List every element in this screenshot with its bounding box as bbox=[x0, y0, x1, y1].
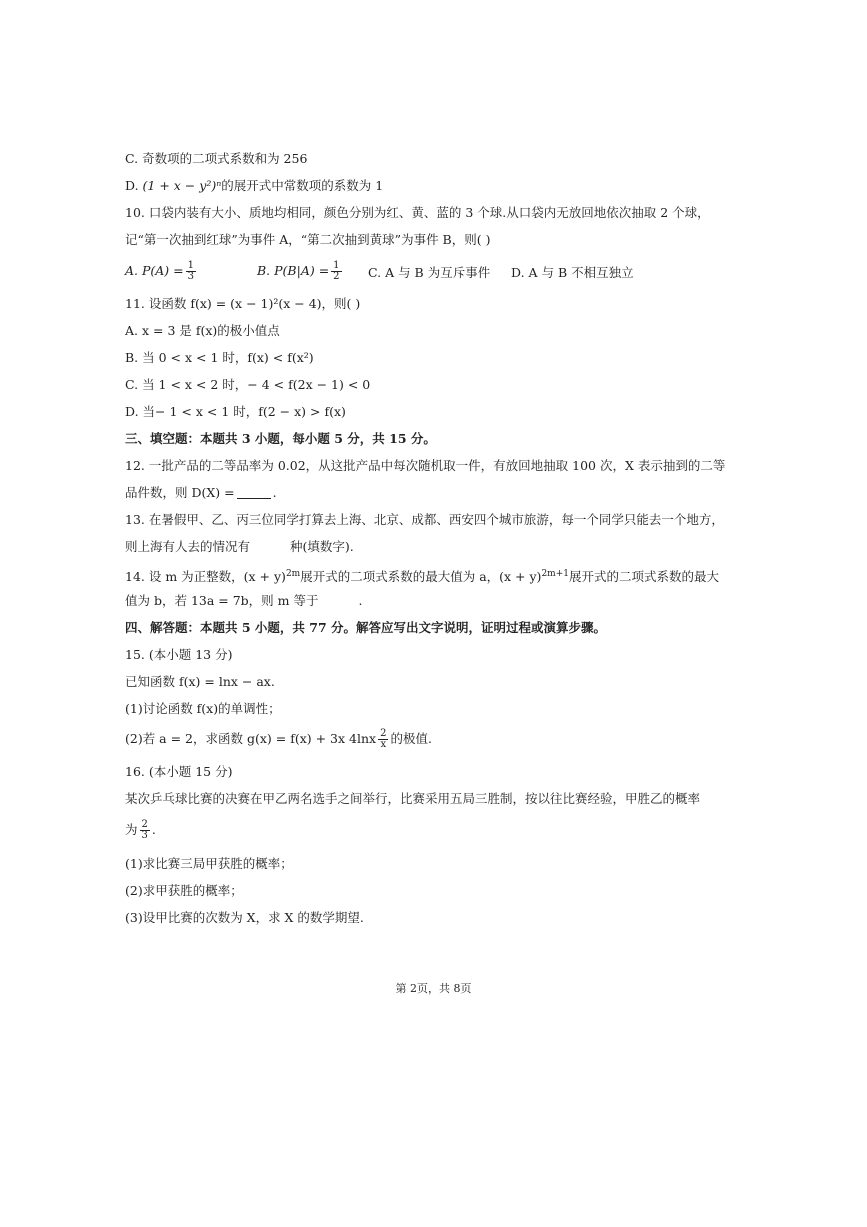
q15-part-1: (1)讨论函数 f(x)的单调性； bbox=[125, 701, 281, 716]
q16-fraction-num: 2 bbox=[141, 819, 148, 830]
q15-fraction-den: x bbox=[380, 739, 387, 750]
q9-option-d-suffix: 的展开式中常数项的系数为 1 bbox=[221, 178, 384, 193]
q16-stem-line2 bbox=[125, 820, 156, 841]
q14-line2 bbox=[125, 592, 362, 610]
q10-option-a-prefix: A. P(A) = bbox=[125, 263, 184, 278]
q11-option-a: A. x = 3 是 f(x)的极小值点 bbox=[125, 323, 280, 338]
q14-line1-part-a: 14. 设 m 为正整数，(x + y) bbox=[125, 569, 286, 585]
q11-option-d: D. 当− 1 < x < 1 时，f(2 − x) > f(x) bbox=[125, 404, 346, 419]
q12-line2-prefix: 品件数，则 D(X) = bbox=[125, 485, 235, 500]
q12-line2 bbox=[125, 484, 277, 502]
q10-option-b-den: 2 bbox=[333, 271, 340, 282]
q9-option-d-expr: (1 + x − y²)ⁿ bbox=[142, 178, 222, 193]
section-4-heading: 四、解答题：本题共 5 小题，共 77 分。解答应写出文字说明，证明过程或演算步骤。 bbox=[125, 620, 607, 635]
q12-line2-suffix: . bbox=[272, 485, 277, 500]
q10-stem-line1: 10. 口袋内装有大小、质地均相同，颜色分别为红、黄、蓝的 3 个球.从口袋内无放回地依次抽取 2 个球， bbox=[125, 205, 710, 220]
q15-header: 15. (本小题 13 分) bbox=[125, 647, 233, 662]
q11-stem: 11. 设函数 f(x) = (x − 1)²(x − 4)，则( ) bbox=[125, 296, 361, 311]
q10-option-b-num: 1 bbox=[333, 260, 340, 271]
q16-probability-fraction bbox=[140, 820, 150, 841]
q12-line1: 12. 一批产品的二等品率为 0.02，从这批产品中每次随机取一件，有放回地抽取 100 次，X 表示抽到的二等 bbox=[125, 458, 726, 473]
q10-option-d: D. A 与 B 不相互独立 bbox=[511, 265, 634, 280]
q13-line1: 13. 在暑假甲、乙、丙三位同学打算去上海、北京、成都、西安四个城市旅游，每一个同学只能去一个地方， bbox=[125, 512, 724, 527]
q12-answer-blank bbox=[237, 486, 271, 499]
page-footer: 第 2页，共 8页 bbox=[395, 982, 472, 995]
q15-part-2-prefix: (2)若 a = 2，求函数 g(x) = f(x) + 3x 4lnx bbox=[125, 731, 377, 746]
q14-exponent-2: 2m+1 bbox=[541, 569, 569, 579]
section-3-heading: 三、填空题：本题共 3 小题，每小题 5 分，共 15 分。 bbox=[125, 431, 436, 446]
q13-line2 bbox=[125, 538, 354, 556]
q11-option-c: C. 当 1 < x < 2 时，− 4 < f(2x − 1) < 0 bbox=[125, 377, 371, 392]
q9-option-d bbox=[125, 177, 383, 195]
q10-option-a-fraction bbox=[186, 261, 196, 282]
q15-part-2-fraction bbox=[378, 729, 388, 750]
q10-option-b-prefix: B. P(B|A) = bbox=[257, 263, 330, 278]
q14-exponent-1: 2m bbox=[285, 569, 301, 579]
q14-line1 bbox=[125, 565, 719, 586]
q15-fraction-num: 2 bbox=[380, 728, 387, 739]
q10-option-a bbox=[125, 261, 198, 282]
q11-option-b: B. 当 0 < x < 1 时，f(x) < f(x²) bbox=[125, 350, 314, 365]
q15-part-2 bbox=[125, 729, 432, 750]
q10-option-b bbox=[257, 261, 344, 282]
q10-stem-line2: 记“第一次抽到红球”为事件 A，“第二次抽到黄球”为事件 B，则( ) bbox=[125, 232, 491, 247]
q16-part-1: (1)求比赛三局甲获胜的概率； bbox=[125, 856, 293, 871]
q10-option-b-fraction bbox=[331, 261, 341, 282]
q14-line2-prefix: 值为 b，若 13a = 7b，则 m 等于 bbox=[125, 593, 319, 608]
q16-stem-line2-prefix: 为 bbox=[125, 822, 138, 837]
q9-option-c: C. 奇数项的二项式系数和为 256 bbox=[125, 151, 308, 166]
q14-line1-part-c: 展开式的二项式系数的最大 bbox=[568, 569, 719, 585]
q16-stem-line1: 某次乒乓球比赛的决赛在甲乙两名选手之间举行，比赛采用五局三胜制，按以往比赛经验，甲胜乙的概率 bbox=[125, 791, 701, 806]
q15-part-2-suffix: 的极值. bbox=[390, 731, 432, 746]
q16-stem-line2-suffix: . bbox=[151, 822, 156, 837]
q15-given: 已知函数 f(x) = lnx − ax. bbox=[125, 674, 275, 689]
q14-line2-suffix: . bbox=[358, 593, 363, 608]
q16-fraction-den: 3 bbox=[141, 830, 148, 841]
q16-header: 16. (本小题 15 分) bbox=[125, 764, 233, 779]
q10-option-a-num: 1 bbox=[187, 260, 194, 271]
q14-line1-part-b: 展开式的二项式系数的最大值为 a，(x + y) bbox=[300, 569, 542, 585]
q16-part-3: (3)设甲比赛的次数为 X，求 X 的数学期望. bbox=[125, 910, 364, 925]
q9-option-d-prefix: D. bbox=[125, 178, 143, 193]
q13-line2-prefix: 则上海有人去的情况有 bbox=[125, 539, 251, 554]
q13-line2-suffix: 种(填数字). bbox=[290, 539, 354, 554]
q10-option-a-den: 3 bbox=[187, 271, 194, 282]
q10-option-c: C. A 与 B 为互斥事件 bbox=[368, 265, 491, 280]
q16-part-2: (2)求甲获胜的概率； bbox=[125, 883, 243, 898]
